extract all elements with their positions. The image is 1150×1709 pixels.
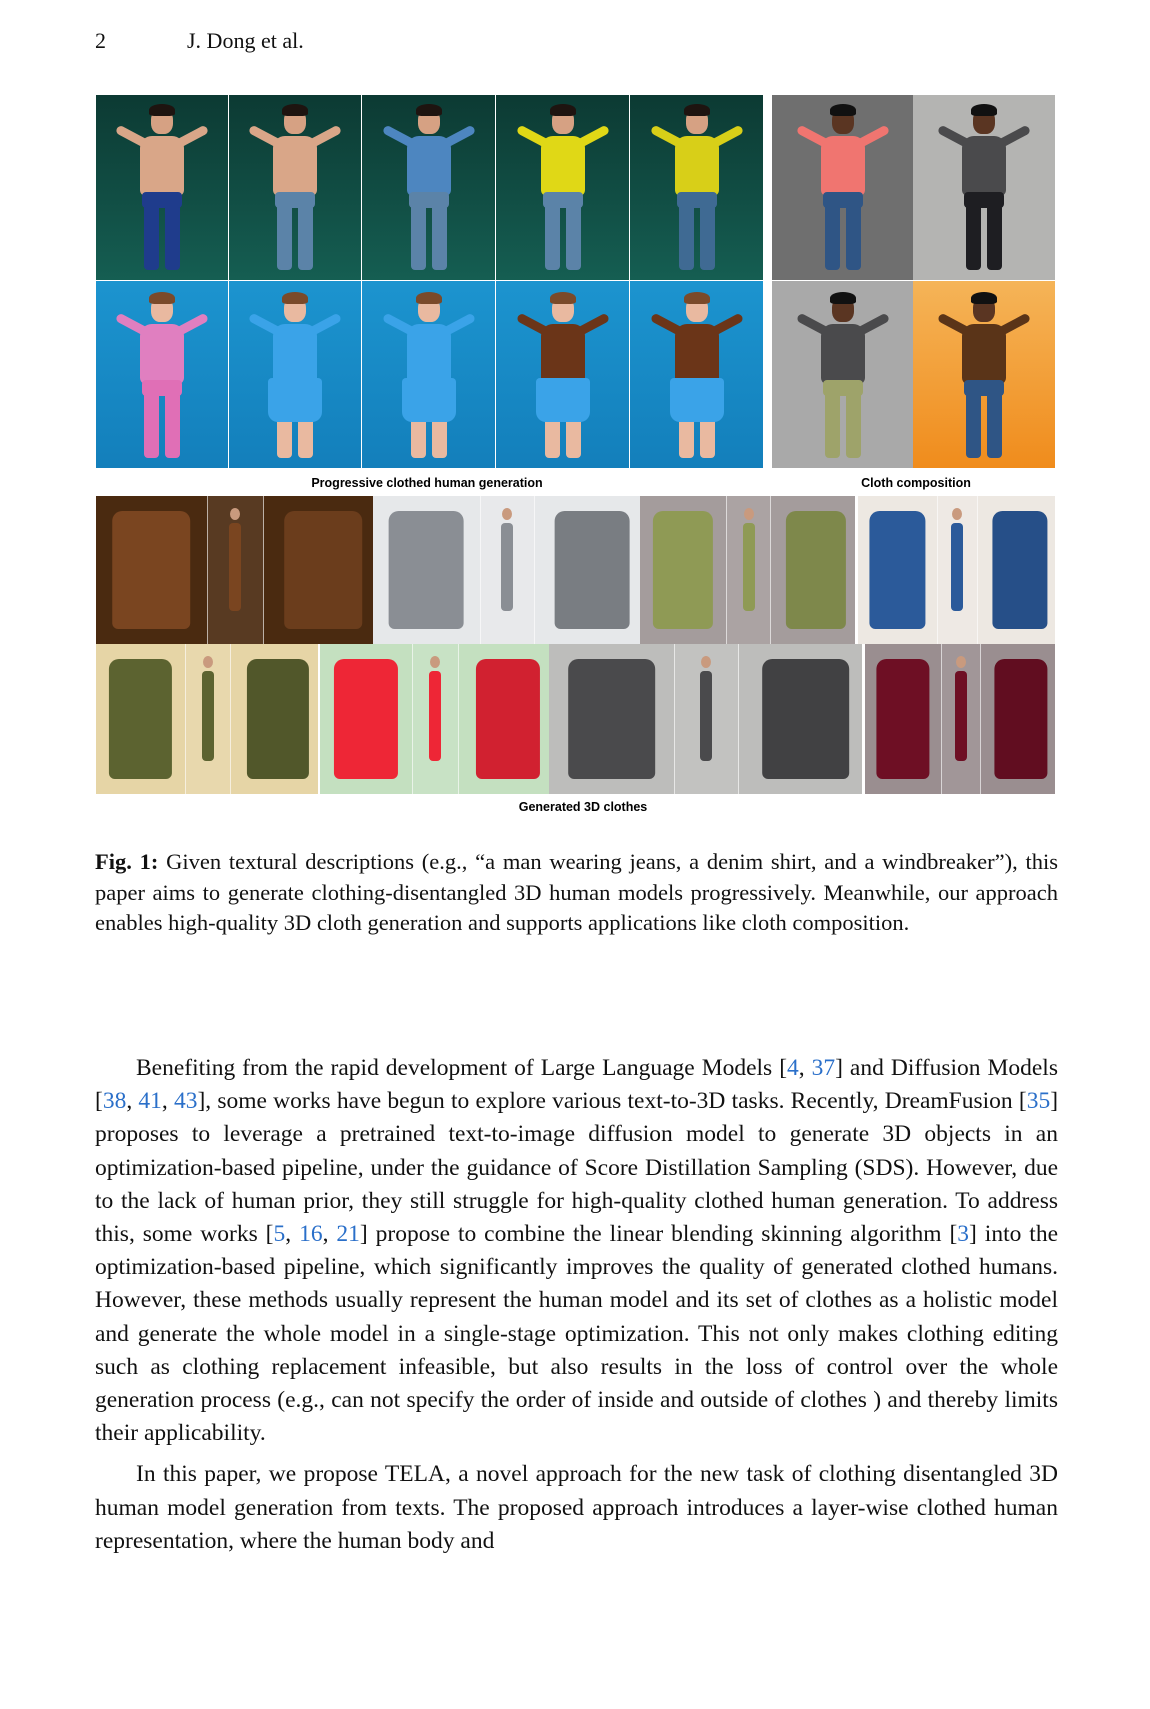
mini-figure xyxy=(743,523,755,612)
citation-link[interactable]: 16 xyxy=(299,1221,323,1248)
progressive-step-tile xyxy=(96,281,228,468)
human-figure xyxy=(374,292,484,462)
progressive-step-tile xyxy=(229,95,361,280)
paragraph-text: , xyxy=(798,1055,812,1081)
mini-figure xyxy=(951,523,963,612)
progressive-generation-label: Progressive clothed human generation xyxy=(311,476,543,490)
mini-figure xyxy=(202,671,214,761)
generated-cloth-tile xyxy=(96,644,318,794)
mini-figure-head xyxy=(430,656,440,668)
generated-cloth-tile xyxy=(858,496,1055,644)
body-paragraph xyxy=(95,1052,1058,1450)
human-figure xyxy=(240,104,350,274)
garment-back xyxy=(284,511,362,629)
human-figure xyxy=(508,104,618,274)
citation-link[interactable]: 43 xyxy=(173,1088,198,1115)
paragraph-text: , xyxy=(322,1221,337,1248)
human-figure xyxy=(240,292,350,462)
citation-link[interactable]: 35 xyxy=(1026,1088,1051,1115)
paragraph-text: , xyxy=(285,1221,300,1248)
progressive-step-tile xyxy=(362,95,495,280)
model-preview xyxy=(480,496,535,644)
model-preview xyxy=(674,644,739,794)
generated-cloth-tile xyxy=(865,644,1055,794)
mini-figure xyxy=(229,523,241,612)
mini-figure-head xyxy=(952,508,962,520)
citation-link[interactable]: 4 xyxy=(787,1055,799,1081)
progressive-step-tile xyxy=(362,281,495,468)
generated-cloth-tile xyxy=(373,496,640,644)
paragraph-text: , xyxy=(126,1088,139,1115)
model-preview xyxy=(207,496,264,644)
garment-back xyxy=(476,659,540,779)
mini-figure-head xyxy=(701,656,711,668)
garment-back xyxy=(762,659,850,779)
human-figure xyxy=(107,292,217,462)
mini-figure-head xyxy=(744,508,754,520)
progressive-step-tile xyxy=(630,281,763,468)
generated-cloth-tile xyxy=(549,644,862,794)
composition-tile xyxy=(772,95,913,280)
citation-link[interactable]: 38 xyxy=(102,1088,127,1115)
garment-front xyxy=(334,659,398,779)
garment-front xyxy=(568,659,656,779)
cloth-composition-label: Cloth composition xyxy=(861,476,971,490)
progressive-step-tile xyxy=(496,281,629,468)
citation-link[interactable]: 3 xyxy=(957,1221,970,1248)
mini-figure xyxy=(429,671,441,761)
paragraph-text: , xyxy=(161,1088,174,1115)
model-preview xyxy=(412,644,460,794)
human-figure xyxy=(929,292,1039,462)
garment-front xyxy=(109,659,171,779)
progressive-step-tile xyxy=(96,95,228,280)
generated-cloth-tile xyxy=(640,496,855,644)
composition-tile xyxy=(772,281,913,468)
citation-link[interactable]: 21 xyxy=(336,1221,360,1248)
garment-front xyxy=(876,659,929,779)
garment-back xyxy=(786,511,846,629)
paragraph-text: ] proposes to leverage a pretrained text-to-image diffusion model to generate 3D objects in an optimization-based pipeline, under the guidance of Score Distillation Sampling (SDS). However, due to the lack of human prior, they still struggle for high-quality clothed human generation. To address this, some works [ xyxy=(95,1088,1059,1248)
progressive-step-tile xyxy=(229,281,361,468)
paragraph-text: ], some works have begun to explore various text-to-3D tasks. Recently, DreamFusion [ xyxy=(197,1088,1027,1115)
generated-cloth-tile xyxy=(96,496,373,644)
model-preview xyxy=(941,644,981,794)
human-figure xyxy=(374,104,484,274)
garment-front xyxy=(870,511,925,629)
citation-link[interactable]: 5 xyxy=(273,1221,286,1248)
model-preview xyxy=(185,644,231,794)
human-figure xyxy=(788,104,898,274)
model-preview xyxy=(726,496,771,644)
human-figure xyxy=(642,292,752,462)
human-figure xyxy=(929,104,1039,274)
paragraph-text: ] into the optimization-based pipeline, which significantly improves the quality of generated clothed humans. However, these methods usually represent the human model and its set of clothes as a holistic model and generate the whole model in a single-stage optimization. This not only makes clothing editing such as clothing replacement infeasible, but also results in the loss of control over the whole generation process (e.g., can not specify the order of inside and outside of clothes ) and thereby limits their applicability. xyxy=(95,1221,1059,1447)
paragraph-text: ] and Diffusion Models [ xyxy=(95,1055,1058,1115)
page-number: 2 xyxy=(95,28,106,53)
human-figure xyxy=(107,104,217,274)
citation-link[interactable]: 37 xyxy=(811,1055,836,1081)
garment-back xyxy=(992,511,1047,629)
progressive-step-tile xyxy=(630,95,763,280)
paragraph-text: Benefiting from the rapid development of Large Language Models [ xyxy=(136,1055,788,1081)
progressive-step-tile xyxy=(496,95,629,280)
human-figure xyxy=(508,292,618,462)
garment-front xyxy=(653,511,713,629)
composition-tile xyxy=(913,95,1055,280)
figure-caption xyxy=(95,847,1058,939)
mini-figure xyxy=(501,523,513,612)
figure-caption-label: Fig. 1: xyxy=(95,849,159,874)
citation-link[interactable]: 41 xyxy=(138,1088,162,1115)
generated-cloth-tile xyxy=(320,644,549,794)
body-paragraph xyxy=(95,1458,1058,1558)
human-figure xyxy=(788,292,898,462)
body-text xyxy=(95,1052,1058,1566)
mini-figure-head xyxy=(230,508,240,520)
garment-front xyxy=(113,511,191,629)
paragraph-text: ] propose to combine the linear blending skinning algorithm [ xyxy=(359,1221,958,1248)
mini-figure xyxy=(955,671,967,761)
paragraph-text: In this paper, we propose TELA, a novel approach for the new task of clothing disentangled 3D human model generation from texts. The proposed approach introduces a layer-wise clothed human representation, where the human body and xyxy=(95,1461,1058,1554)
mini-figure-head xyxy=(502,508,512,520)
model-preview xyxy=(937,496,978,644)
garment-back xyxy=(994,659,1047,779)
figure-caption-text: Given textural descriptions (e.g., “a man wearing jeans, a denim shirt, and a windbreaker”), this paper aims to generate clothing-disentangled 3D human models progressively. Meanwhile, our approach enables high-quality 3D cloth generation and supports applications like cloth composition. xyxy=(95,849,1058,935)
mini-figure-head xyxy=(956,656,966,668)
mini-figure xyxy=(700,671,712,761)
garment-back xyxy=(555,511,630,629)
composition-tile xyxy=(913,281,1055,468)
mini-figure-head xyxy=(203,656,213,668)
human-figure xyxy=(642,104,752,274)
garment-front xyxy=(389,511,464,629)
generated-clothes-label: Generated 3D clothes xyxy=(518,800,648,814)
running-head-authors: J. Dong et al. xyxy=(187,28,304,53)
garment-back xyxy=(247,659,309,779)
